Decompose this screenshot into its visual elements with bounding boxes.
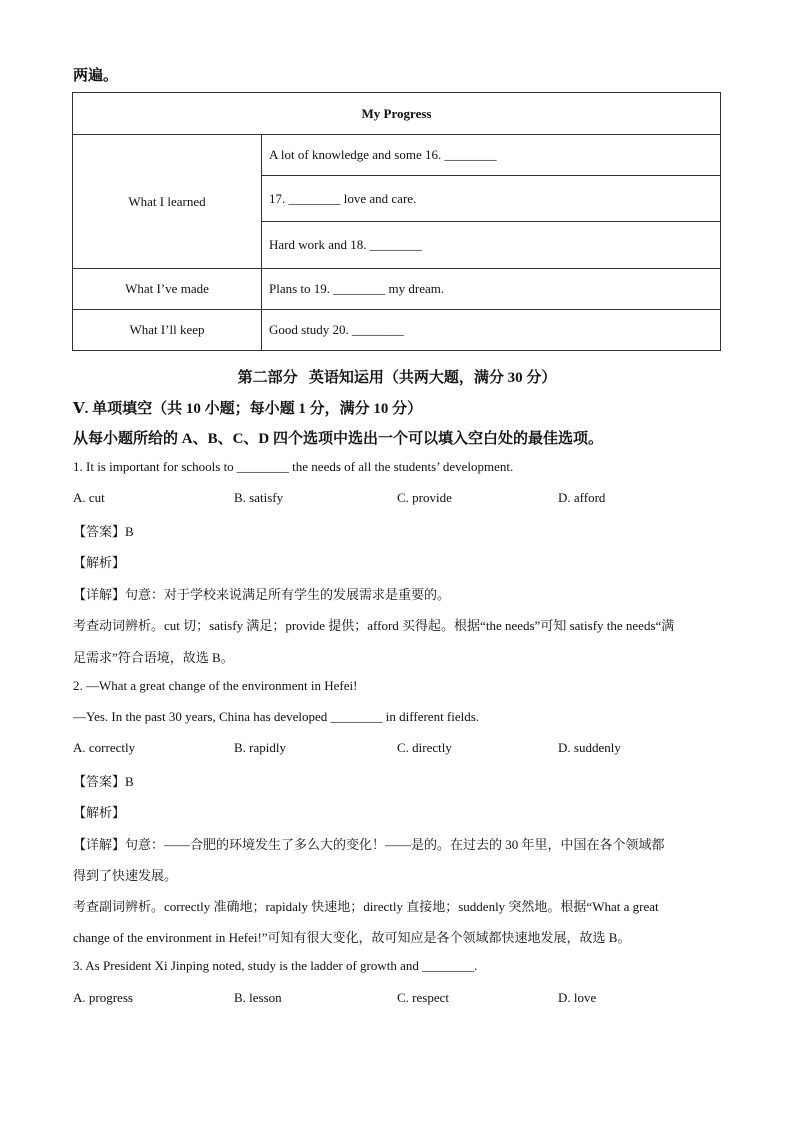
question-1-stem: 1. It is important for schools to ________ the needs of all the students’ development.	[73, 459, 514, 474]
table-cell: Good study 20. ________	[262, 310, 721, 351]
question-1-explanation-line: 考查动词辨析。cut 切；satisfy 满足；provide 提供；afford 买得起。根据“the needs”可知 satisfy the needs“满	[73, 618, 675, 633]
table-cell: Plans to 19. ________ my dream.	[262, 269, 721, 310]
table-cell: 17. ________ love and care.	[262, 176, 721, 222]
question-3-option-d: D. love	[558, 990, 597, 1005]
question-3-option-b: B. lesson	[234, 990, 282, 1005]
question-3-stem: 3. As President Xi Jinping noted, study is the ladder of growth and ________.	[73, 958, 478, 973]
question-2-analysis-label: 【解析】	[73, 805, 126, 820]
question-1-option-b: B. satisfy	[234, 490, 284, 505]
table-title: My Progress	[73, 93, 721, 135]
question-1-answer: 【答案】B	[73, 524, 134, 539]
question-2-answer: 【答案】B	[73, 774, 134, 789]
table-cell: Hard work and 18. ________	[262, 222, 721, 269]
question-2-explanation-line: change of the environment in Hefei!”可知有很大变化，故可知应是各个领域都快速地发展，故选 B。	[73, 930, 631, 945]
question-2-explanation-line: 考查副词辨析。correctly 准确地；rapidaly 快速地；directly 直接地；suddenly 突然地。根据“What a great	[73, 899, 659, 914]
question-3-option-a: A. progress	[73, 990, 133, 1005]
row-label-learned: What I learned	[73, 135, 262, 269]
question-2-option-a: A. correctly	[73, 740, 136, 755]
section-title: 第二部分 英语知运用（共两大题，满分 30 分）	[237, 370, 557, 386]
question-1-option-d: D. afford	[558, 490, 606, 505]
question-1-option-a: A. cut	[73, 490, 105, 505]
question-1-option-c: C. provide	[397, 490, 452, 505]
part-title: Ⅴ. 单项填空（共 10 小题；每小题 1 分，满分 10 分）	[73, 401, 423, 417]
question-2-stem: —Yes. In the past 30 years, China has developed ________ in different fields.	[73, 709, 480, 724]
lead-text: 两遍。	[73, 68, 119, 84]
question-2-explanation-line: 【详解】句意：——合肥的环境发生了多么大的变化！——是的。在过去的 30 年里，中国在各个领域都	[73, 837, 665, 852]
table-cell: A lot of knowledge and some 16. ________	[262, 135, 721, 176]
progress-table	[72, 92, 721, 351]
question-2-option-d: D. suddenly	[558, 740, 621, 755]
question-1-analysis-label: 【解析】	[73, 555, 126, 570]
question-3-option-c: C. respect	[397, 990, 449, 1005]
question-1-explanation-line: 【详解】句意：对于学校来说满足所有学生的发展需求是重要的。	[73, 587, 451, 602]
row-label-keep: What I’ll keep	[73, 310, 262, 351]
question-2-option-c: C. directly	[397, 740, 452, 755]
question-2-stem: 2. —What a great change of the environment in Hefei!	[73, 678, 358, 693]
question-2-option-b: B. rapidly	[234, 740, 286, 755]
row-label-made: What I’ve made	[73, 269, 262, 310]
instruction: 从每小题所给的 A、B、C、D 四个选项中选出一个可以填入空白处的最佳选项。	[73, 431, 604, 447]
question-2-explanation-line: 得到了快速发展。	[73, 868, 178, 883]
question-1-explanation-line: 足需求”符合语境，故选 B。	[73, 650, 234, 665]
